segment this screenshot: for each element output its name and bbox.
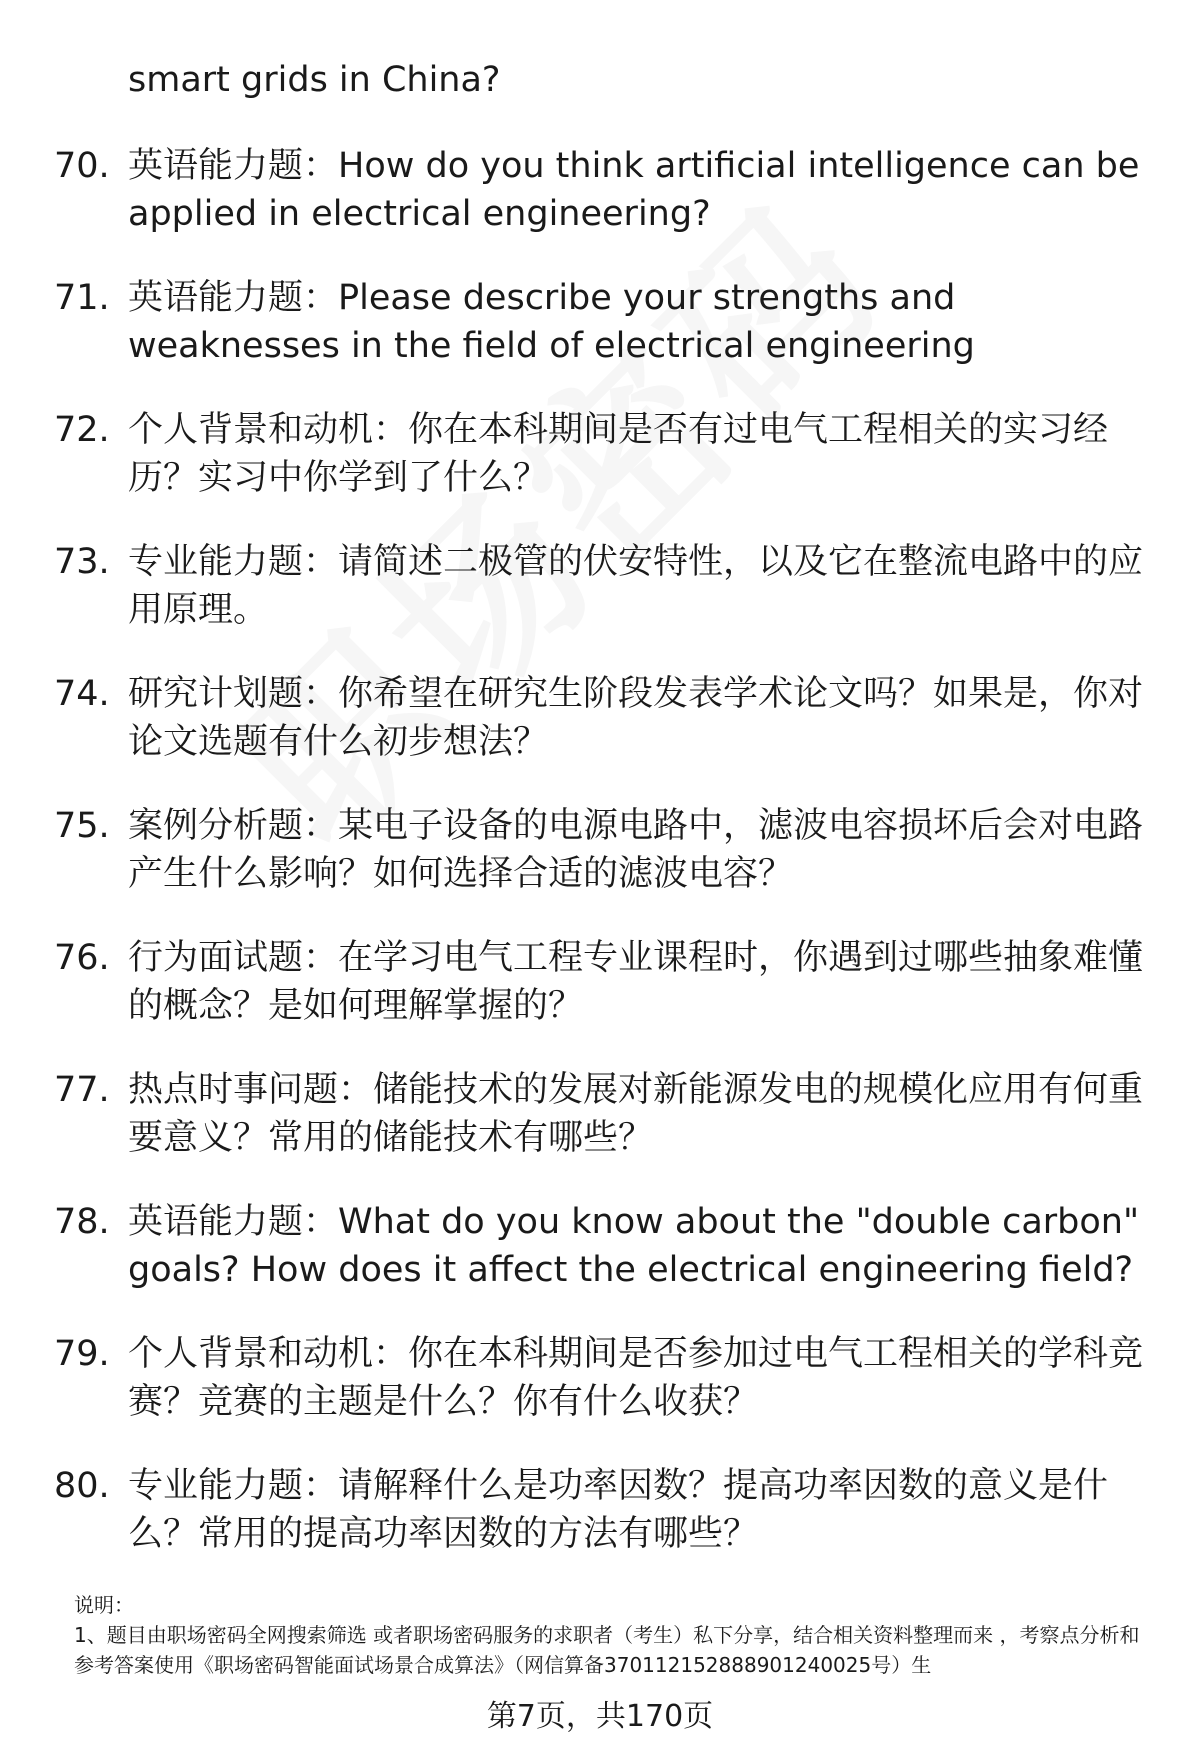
question-text: 专业能力题：请解释什么是功率因数？提高功率因数的意义是什么？常用的提高功率因数的方法有哪些？ bbox=[128, 1466, 1109, 1554]
question-item bbox=[0, 1330, 1200, 1462]
question-number: 77. bbox=[54, 1070, 110, 1110]
question-item bbox=[0, 1198, 1200, 1330]
question-text: 英语能力题：How do you think artificial intelligence can be applied in electrical engineering? bbox=[128, 146, 1140, 234]
question-text: 研究计划题：你希望在研究生阶段发表学术论文吗？如果是，你对论文选题有什么初步想法？ bbox=[128, 674, 1144, 762]
question-item bbox=[0, 274, 1200, 406]
question-text: 个人背景和动机：你在本科期间是否有过电气工程相关的实习经历？实习中你学到了什么？ bbox=[128, 410, 1109, 498]
question-item bbox=[0, 802, 1200, 934]
question-number: 79. bbox=[54, 1334, 110, 1374]
notes-body: 1、题目由职场密码全网搜索筛选 或者职场密码服务的求职者（考生）私下分享，结合相关资料整理而来 ，考察点分析和参考答案使用《职场密码智能面试场景合成算法》（网信算备370112152888901240025号）生 bbox=[74, 1623, 1140, 1677]
question-list bbox=[0, 142, 1200, 1594]
question-number: 73. bbox=[54, 542, 110, 582]
question-item bbox=[0, 934, 1200, 1066]
question-text: 个人背景和动机：你在本科期间是否参加过电气工程相关的学科竞赛？竞赛的主题是什么？你有什么收获？ bbox=[128, 1334, 1144, 1422]
continued-question-text: smart grids in China? bbox=[128, 60, 501, 100]
question-text: 案例分析题：某电子设备的电源电路中，滤波电容损坏后会对电路产生什么影响？如何选择合适的滤波电容？ bbox=[128, 806, 1144, 894]
question-number: 80. bbox=[54, 1466, 110, 1506]
question-number: 74. bbox=[54, 674, 110, 714]
question-number: 75. bbox=[54, 806, 110, 846]
question-number: 78. bbox=[54, 1202, 110, 1242]
notes-title: 说明： bbox=[74, 1593, 134, 1617]
question-number: 71. bbox=[54, 278, 110, 318]
notes-section bbox=[74, 1590, 1154, 1680]
question-item bbox=[0, 538, 1200, 670]
question-text: 专业能力题：请简述二极管的伏安特性，以及它在整流电路中的应用原理。 bbox=[128, 542, 1144, 630]
question-number: 70. bbox=[54, 146, 110, 186]
question-number: 76. bbox=[54, 938, 110, 978]
question-item bbox=[0, 1462, 1200, 1594]
question-text: 英语能力题：What do you know about the "double carbon" goals? How does it affect the electrical engineering field? bbox=[128, 1202, 1140, 1290]
question-item bbox=[0, 670, 1200, 802]
question-text: 英语能力题：Please describe your strengths and weaknesses in the field of electrical engineering bbox=[128, 278, 975, 366]
question-item bbox=[0, 142, 1200, 274]
question-item bbox=[0, 1066, 1200, 1198]
question-text: 热点时事问题：储能技术的发展对新能源发电的规模化应用有何重要意义？常用的储能技术有哪些？ bbox=[128, 1070, 1144, 1158]
page-number: 第7页，共170页 bbox=[486, 1699, 714, 1734]
question-text: 行为面试题：在学习电气工程专业课程时，你遇到过哪些抽象难懂的概念？是如何理解掌握的？ bbox=[128, 938, 1144, 1026]
question-number: 72. bbox=[54, 410, 110, 450]
question-item bbox=[0, 406, 1200, 538]
